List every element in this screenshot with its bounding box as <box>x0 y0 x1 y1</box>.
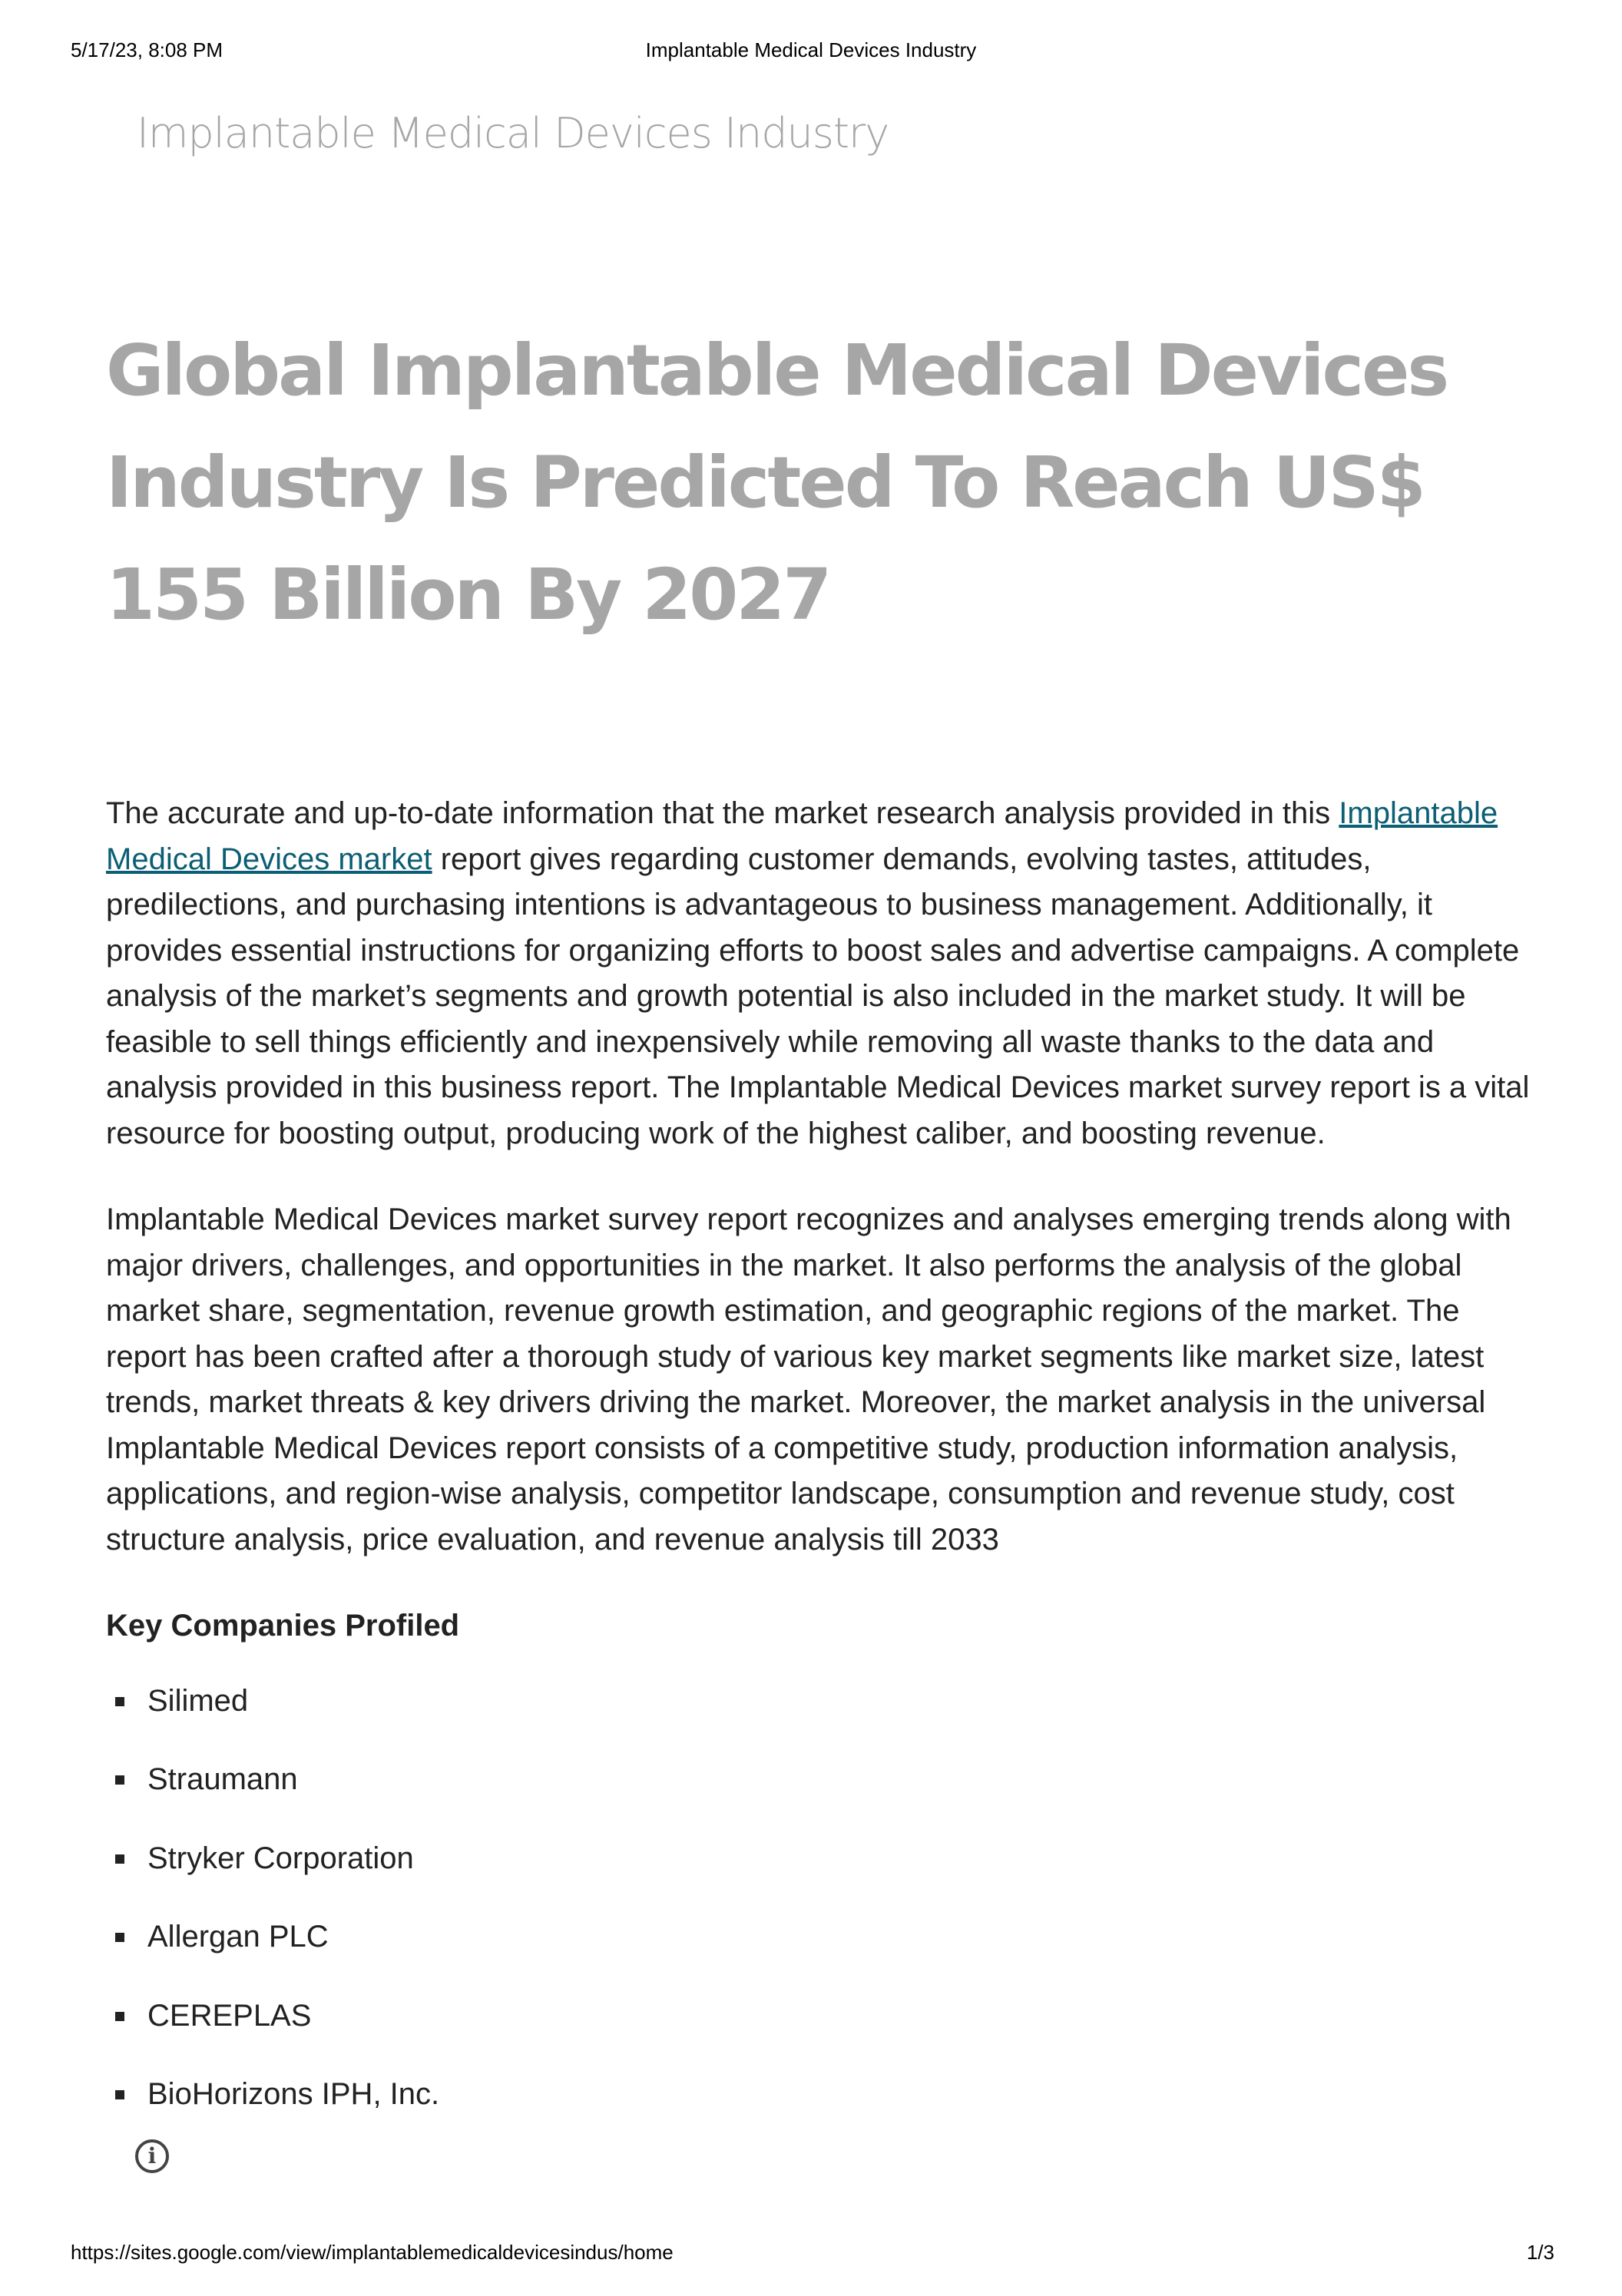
companies-heading: Key Companies Profiled <box>106 1609 460 1643</box>
list-item <box>106 1836 1542 1915</box>
company-name: BioHorizons IPH, Inc. <box>147 2077 440 2111</box>
square-bullet-icon <box>115 1775 124 1785</box>
print-title: Implantable Medical Devices Industry <box>645 38 977 61</box>
paragraph-intro <box>106 791 1542 1156</box>
article-body <box>106 791 1542 2151</box>
square-bullet-icon <box>115 2012 124 2021</box>
list-item <box>106 1914 1542 1993</box>
paragraph-survey: Implantable Medical Devices market survey report recognizes and analyses emerging trends along with major drivers, challenges, and opportunities in the market. It also performs the analysis of the global market share, segmentation, revenue growth estimation, and geographic regions of the market. The report has been crafted after a thorough study of various key market segments like market size, latest trends, market threats & key drivers driving the market. Moreover, the market analysis in the universal Implantable Medical Devices report consists of a competitive study, production information analysis, applications, and region-wise analysis, competitor landscape, consumption and revenue study, cost structure analysis, price evaluation, and revenue analysis till 2033 <box>106 1203 1511 1557</box>
company-name: Stryker Corporation <box>147 1841 414 1875</box>
company-name: CEREPLAS <box>147 1998 312 2033</box>
square-bullet-icon <box>115 2090 124 2099</box>
paragraph-intro-start: The accurate and up-to-date information that the market research analysis provided in this <box>106 796 1339 830</box>
square-bullet-icon <box>115 1933 124 1942</box>
site-name[interactable]: Implantable Medical Devices Industry <box>137 109 889 157</box>
list-item <box>106 1757 1542 1836</box>
companies-list <box>106 1679 1542 2151</box>
print-footer <box>0 2241 1622 2271</box>
page-title: Global Implantable Medical Devices Industry Is Predicted To Reach US$ 155 Billion By 2027 <box>106 329 1448 636</box>
page-number: 1/3 <box>1526 2241 1554 2264</box>
company-name: Allergan PLC <box>147 1920 329 1954</box>
print-url: https://sites.google.com/view/implantablemedicaldevicesindus/home <box>71 2241 674 2264</box>
list-item <box>106 1679 1542 1758</box>
market-report-link[interactable]: Implantable Medical Devices market <box>106 796 1498 876</box>
print-datetime: 5/17/23, 8:08 PM <box>71 38 223 61</box>
company-name: Silimed <box>147 1683 249 1718</box>
paragraph-intro-rest: report gives regarding customer demands, evolving tastes, attitudes, predilections, and purchasing intentions is advantageous to business management. Additionally, it provides essential instructions for organizing efforts to boost sales and advertise campaigns. A complete analysis of the market’s segments and growth potential is also included in the market study. It will be feasible to sell things efficiently and inexpensively while removing all waste thanks to the data and analysis provided in this business report. The Implantable Medical Devices market survey report is a vital resource for boosting output, producing work of the highest caliber, and boosting revenue. <box>106 842 1530 1150</box>
print-header <box>0 38 1622 69</box>
square-bullet-icon <box>115 1854 124 1864</box>
square-bullet-icon <box>115 1697 124 1706</box>
list-item <box>106 2072 1542 2151</box>
info-icon[interactable]: i <box>135 2139 169 2173</box>
company-name: Straumann <box>147 1762 298 1796</box>
list-item <box>106 1993 1542 2073</box>
